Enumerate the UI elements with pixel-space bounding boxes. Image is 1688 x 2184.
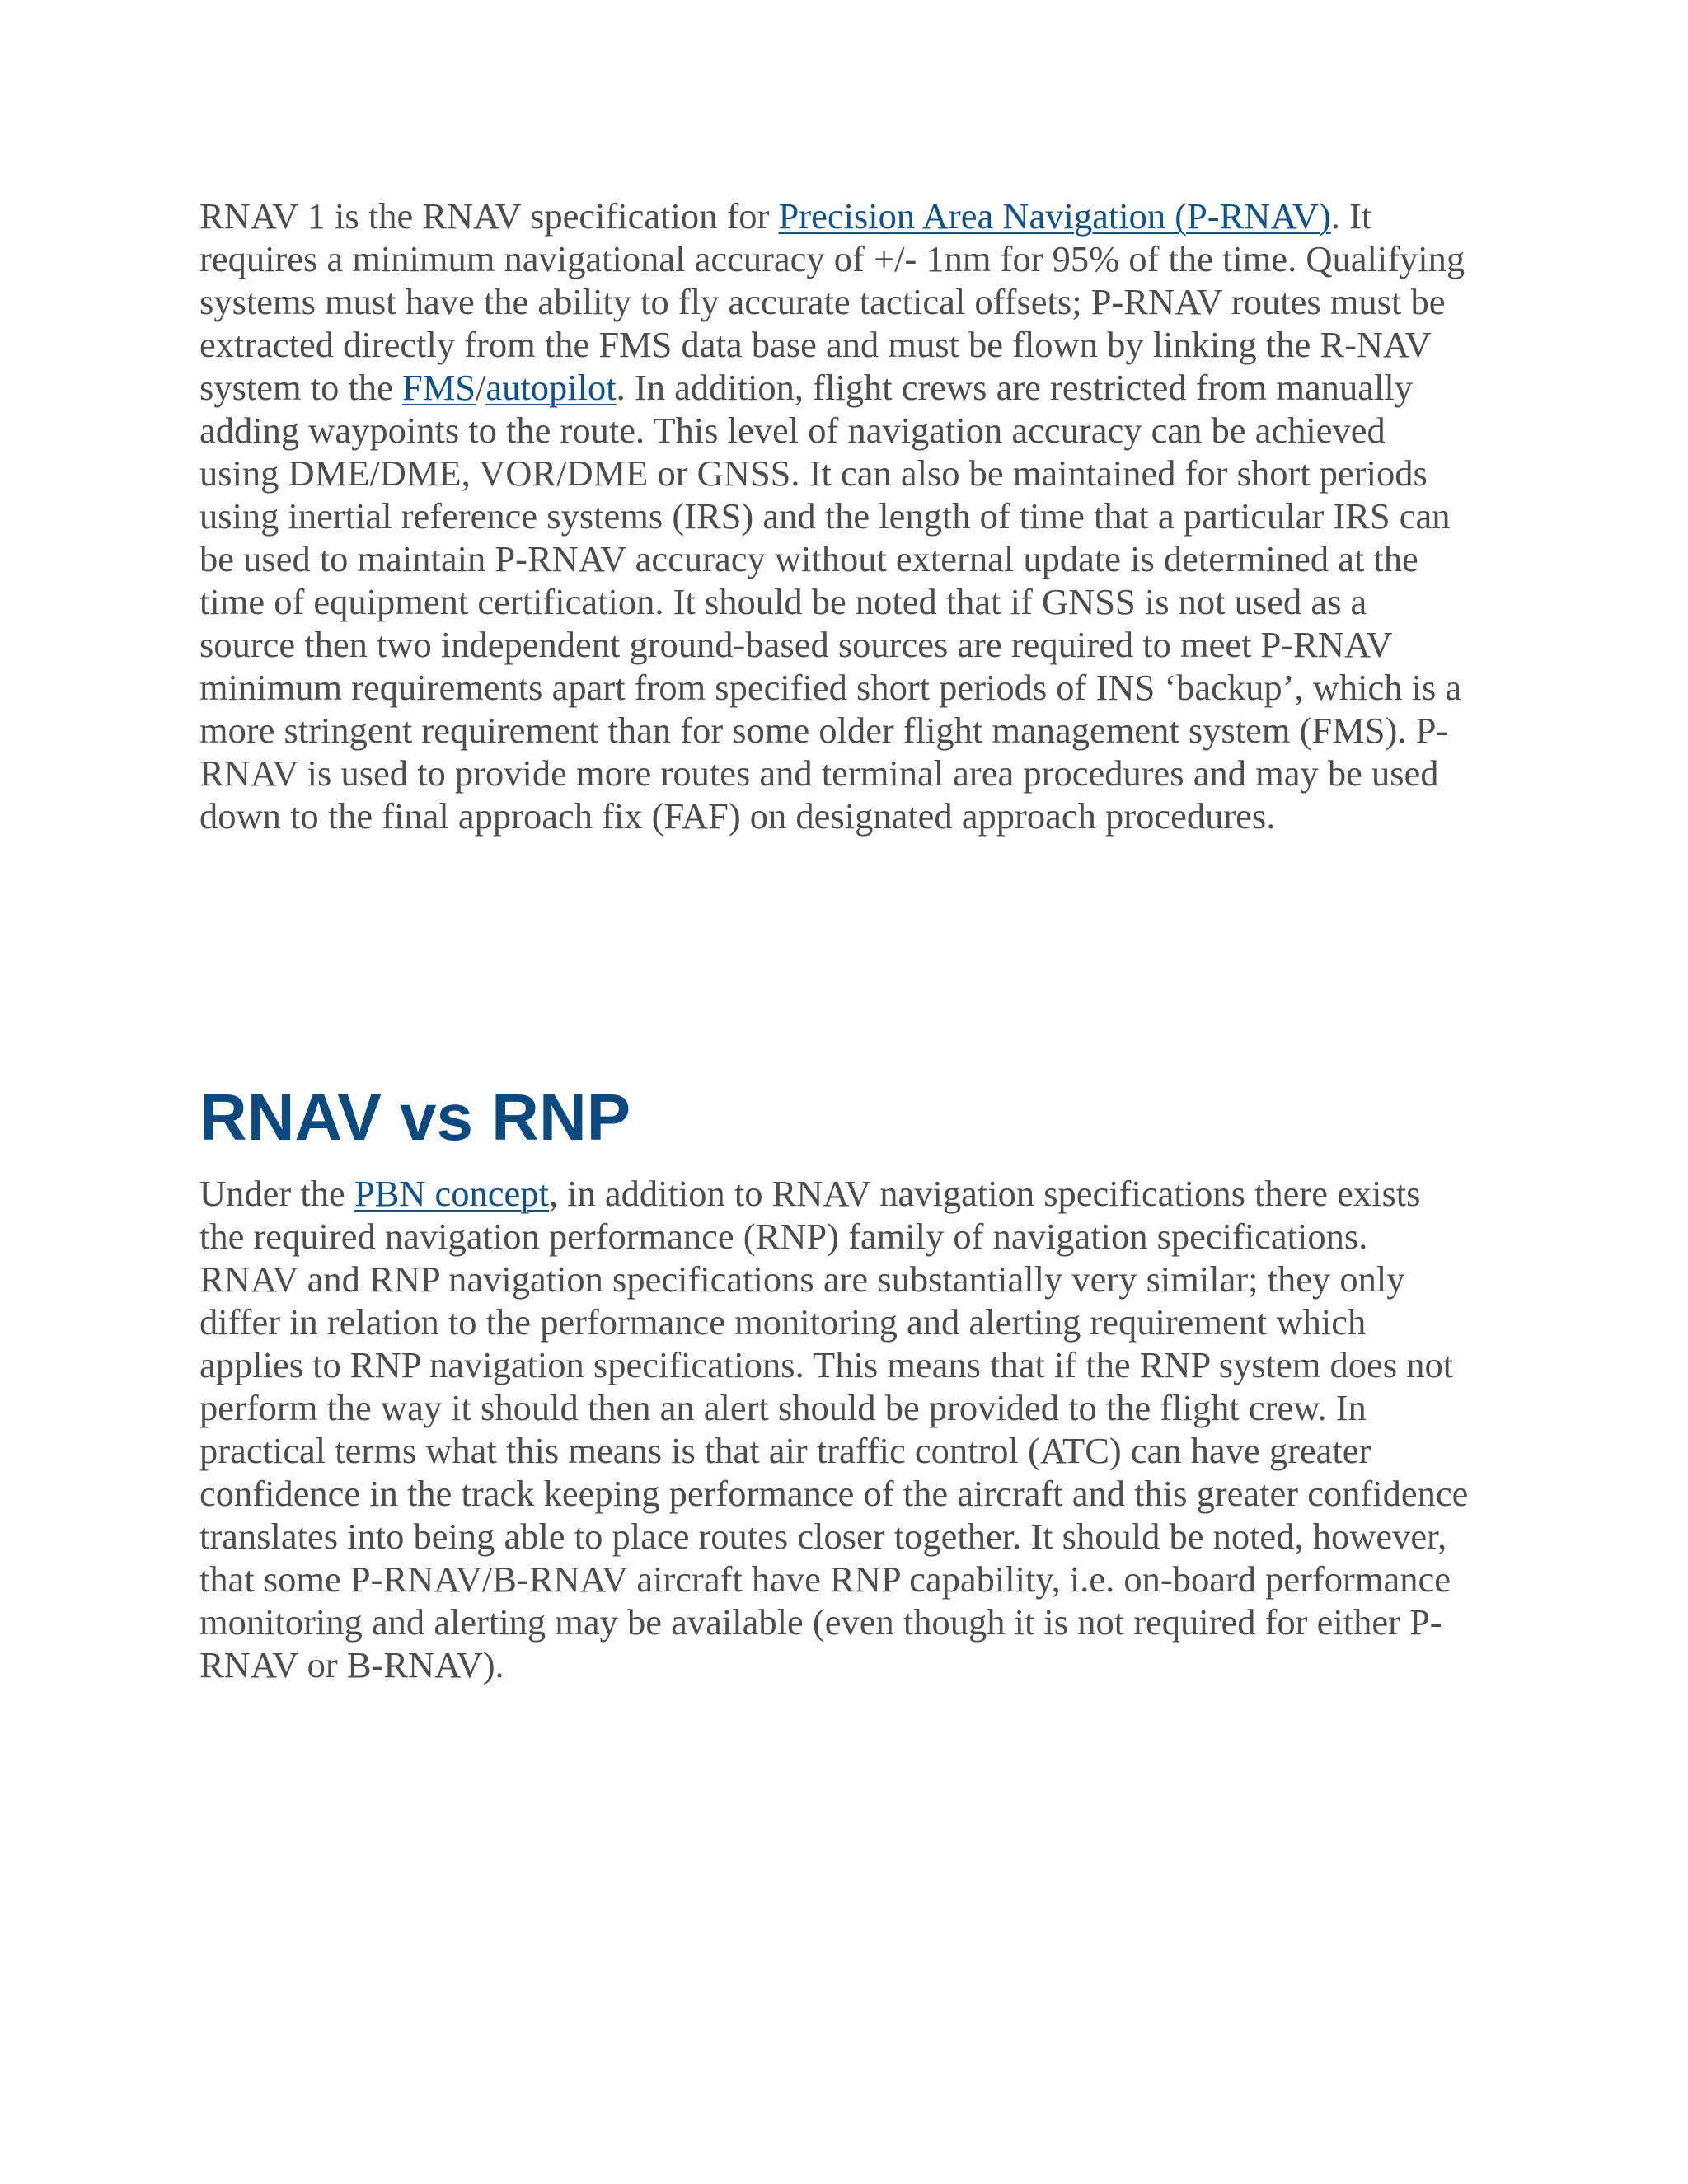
p-rnav-link[interactable]: Precision Area Navigation (P-RNAV) <box>778 195 1331 237</box>
paragraph-line: applies to RNP navigation specifications. This means that if the RNP system does not <box>199 1344 1454 1385</box>
paragraph-line <box>199 366 1465 409</box>
paragraph-line: extracted directly from the FMS data base and must be flown by linking the R-NAV <box>199 324 1432 365</box>
paragraph-line: time of equipment certification. It should be noted that if GNSS is not used as a <box>199 581 1367 622</box>
text-segment: Under the <box>199 1173 354 1214</box>
text-segment: system to the <box>199 367 402 408</box>
paragraph-line: perform the way it should then an alert should be provided to the flight crew. In <box>199 1387 1367 1428</box>
paragraph-line: be used to maintain P-RNAV accuracy without external update is determined at the <box>199 538 1418 579</box>
text-segment: / <box>476 367 486 408</box>
paragraph-line: systems must have the ability to fly accurate tactical offsets; P-RNAV routes must be <box>199 281 1446 322</box>
paragraph-line: monitoring and alerting may be available (even though it is not required for either P- <box>199 1601 1442 1643</box>
autopilot-link[interactable]: autopilot <box>485 367 617 408</box>
p-rnav-paragraph <box>199 194 1465 837</box>
fms-link[interactable]: FMS <box>401 367 476 408</box>
paragraph-line: practical terms what this means is that air traffic control (ATC) can have greater <box>199 1430 1372 1471</box>
paragraph-line: differ in relation to the performance monitoring and alerting requirement which <box>199 1301 1367 1343</box>
paragraph-line: minimum requirements apart from specified short periods of INS ‘backup’, which is a <box>199 667 1462 708</box>
paragraph-line: RNAV is used to provide more routes and terminal area procedures and may be used <box>199 752 1439 794</box>
paragraph-line: down to the final approach fix (FAF) on designated approach procedures. <box>199 795 1276 837</box>
paragraph-line: requires a minimum navigational accuracy of +/- 1nm for 95% of the time. Qualifying <box>199 238 1465 279</box>
text-segment: RNAV 1 is the RNAV specification for <box>199 195 779 237</box>
text-segment: . In addition, flight crews are restricted from manually <box>616 367 1413 408</box>
paragraph-line <box>199 1172 1468 1215</box>
text-segment: . It <box>1330 195 1372 237</box>
paragraph-line: using DME/DME, VOR/DME or GNSS. It can also be maintained for short periods <box>199 452 1428 494</box>
paragraph-line: RNAV and RNP navigation specifications are substantially very similar; they only <box>199 1258 1405 1300</box>
text-segment: , in addition to RNAV navigation specifications there exists <box>548 1173 1421 1214</box>
paragraph-line: confidence in the track keeping performance of the aircraft and this greater confidence <box>199 1473 1469 1514</box>
paragraph-line: RNAV or B-RNAV). <box>199 1644 504 1685</box>
paragraph-line: more stringent requirement than for some older flight management system (FMS). P- <box>199 710 1449 751</box>
rnav-vs-rnp-paragraph <box>199 1172 1468 1686</box>
paragraph-line: adding waypoints to the route. This level of navigation accuracy can be achieved <box>199 410 1386 451</box>
paragraph-line: that some P-RNAV/B-RNAV aircraft have RNP capability, i.e. on-board performance <box>199 1558 1451 1600</box>
paragraph-line <box>199 194 1465 237</box>
pbn-concept-link[interactable]: PBN concept <box>354 1173 549 1214</box>
section-heading: RNAV vs RNP <box>199 1080 631 1154</box>
paragraph-line: using inertial reference systems (IRS) and the length of time that a particular IRS can <box>199 495 1451 537</box>
paragraph-line: the required navigation performance (RNP) family of navigation specifications. <box>199 1216 1368 1257</box>
paragraph-line: source then two independent ground-based sources are required to meet P-RNAV <box>199 624 1393 665</box>
paragraph-line: translates into being able to place routes closer together. It should be noted, however, <box>199 1516 1447 1557</box>
